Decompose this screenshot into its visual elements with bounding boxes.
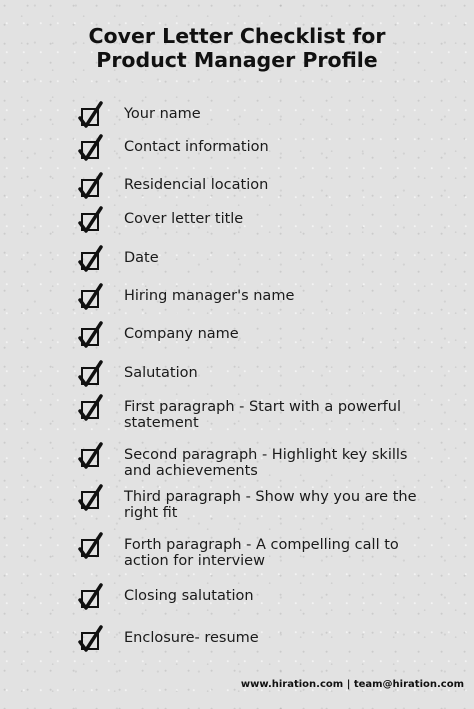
- checklist-item-label: Second paragraph - Highlight key skills and achievements: [124, 447, 408, 479]
- footer-separator: |: [346, 679, 351, 690]
- checkmark-icon: [78, 173, 104, 201]
- checklist-item-label: Date: [124, 250, 159, 266]
- checkmark-icon: [78, 102, 104, 130]
- checklist-item-label: Your name: [124, 106, 201, 122]
- checkmark-icon: [78, 485, 104, 513]
- checkmark-icon: [78, 443, 104, 471]
- checkmark-icon: [78, 135, 104, 163]
- checklist-item-label: Residencial location: [124, 177, 269, 193]
- footer-contact: [241, 679, 464, 690]
- website-link[interactable]: www.hiration.com: [240, 679, 344, 690]
- checklist-item-label: Company name: [124, 326, 239, 342]
- checklist-item-label: First paragraph - Start with a powerful statement: [124, 399, 401, 431]
- email-link[interactable]: team@hiration.com: [353, 679, 464, 690]
- checkmark-icon: [78, 207, 104, 235]
- checkmark-icon: [78, 246, 104, 274]
- checklist-item-label: Contact information: [124, 139, 269, 155]
- title-line-1: Cover Letter Checklist for: [88, 24, 386, 48]
- checklist-item-label: Enclosure- resume: [124, 630, 259, 646]
- checklist-item-label: Salutation: [124, 365, 198, 381]
- checkmark-icon: [78, 322, 104, 350]
- checkmark-icon: [78, 361, 104, 389]
- checkmark-icon: [78, 284, 104, 312]
- page-title: [0, 24, 474, 72]
- title-line-2: Product Manager Profile: [96, 48, 378, 72]
- checkmark-icon: [78, 584, 104, 612]
- checklist-item-label: Closing salutation: [124, 588, 254, 604]
- checklist-item-label: Third paragraph - Show why you are the right fit: [124, 489, 417, 521]
- checklist-item-label: Forth paragraph - A compelling call to action for interview: [124, 537, 399, 569]
- checklist-item-label: Hiring manager's name: [124, 288, 295, 304]
- checklist-item-label: Cover letter title: [124, 211, 244, 227]
- checkmark-icon: [78, 626, 104, 654]
- checkmark-icon: [78, 533, 104, 561]
- checkmark-icon: [78, 395, 104, 423]
